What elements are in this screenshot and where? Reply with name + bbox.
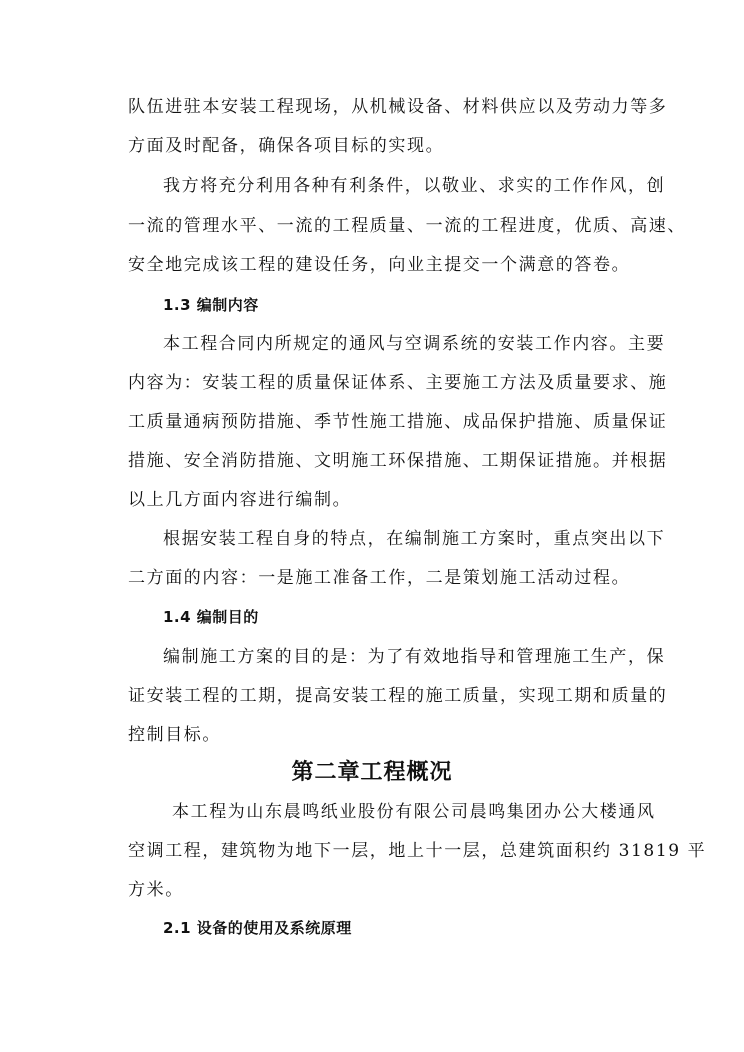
- paragraph-line: 安全地完成该工程的建设任务，向业主提交一个满意的答卷。: [128, 255, 631, 275]
- paragraph-line: 方米。: [128, 880, 184, 900]
- paragraph-line: 方面及时配备，确保各项目标的实现。: [128, 136, 445, 156]
- paragraph-line: 队伍进驻本安装工程现场，从机械设备、材料供应以及劳动力等多: [128, 97, 668, 117]
- paragraph-line: 编制施工方案的目的是：为了有效地指导和管理施工生产，保: [163, 647, 666, 667]
- paragraph-line: 措施、安全消防措施、文明施工环保措施、工期保证措施。并根据: [128, 451, 668, 471]
- section-heading-1-3: 1.3 编制内容: [163, 296, 259, 314]
- section-heading-1-4: 1.4 编制目的: [163, 608, 259, 626]
- paragraph-line: 根据安装工程自身的特点，在编制施工方案时，重点突出以下: [163, 529, 666, 549]
- paragraph-line: 工质量通病预防措施、季节性施工措施、成品保护措施、质量保证: [128, 412, 668, 432]
- paragraph-line: 以上几方面内容进行编制。: [128, 490, 352, 510]
- paragraph-line: 空调工程，建筑物为地下一层，地上十一层，总建筑面积约 31819 平: [128, 841, 707, 861]
- paragraph-line: 我方将充分利用各种有利条件，以敬业、求实的工作作风，创: [163, 176, 666, 196]
- paragraph-line: 本工程为山东晨鸣纸业股份有限公司晨鸣集团办公大楼通风: [172, 802, 656, 822]
- paragraph-line: 证安装工程的工期，提高安装工程的施工质量，实现工期和质量的: [128, 686, 668, 706]
- paragraph-line: 内容为：安装工程的质量保证体系、主要施工方法及质量要求、施: [128, 373, 668, 393]
- chapter-title: 第二章工程概况: [291, 760, 453, 785]
- paragraph-line: 一流的管理水平、一流的工程质量、一流的工程进度，优质、高速、: [128, 216, 686, 236]
- paragraph-line: 控制目标。: [128, 725, 221, 745]
- section-heading-2-1: 2.1 设备的使用及系统原理: [163, 919, 352, 937]
- paragraph-line: 本工程合同内所规定的通风与空调系统的安装工作内容。主要: [163, 334, 666, 354]
- paragraph-line: 二方面的内容：一是施工准备工作，二是策划施工活动过程。: [128, 568, 631, 588]
